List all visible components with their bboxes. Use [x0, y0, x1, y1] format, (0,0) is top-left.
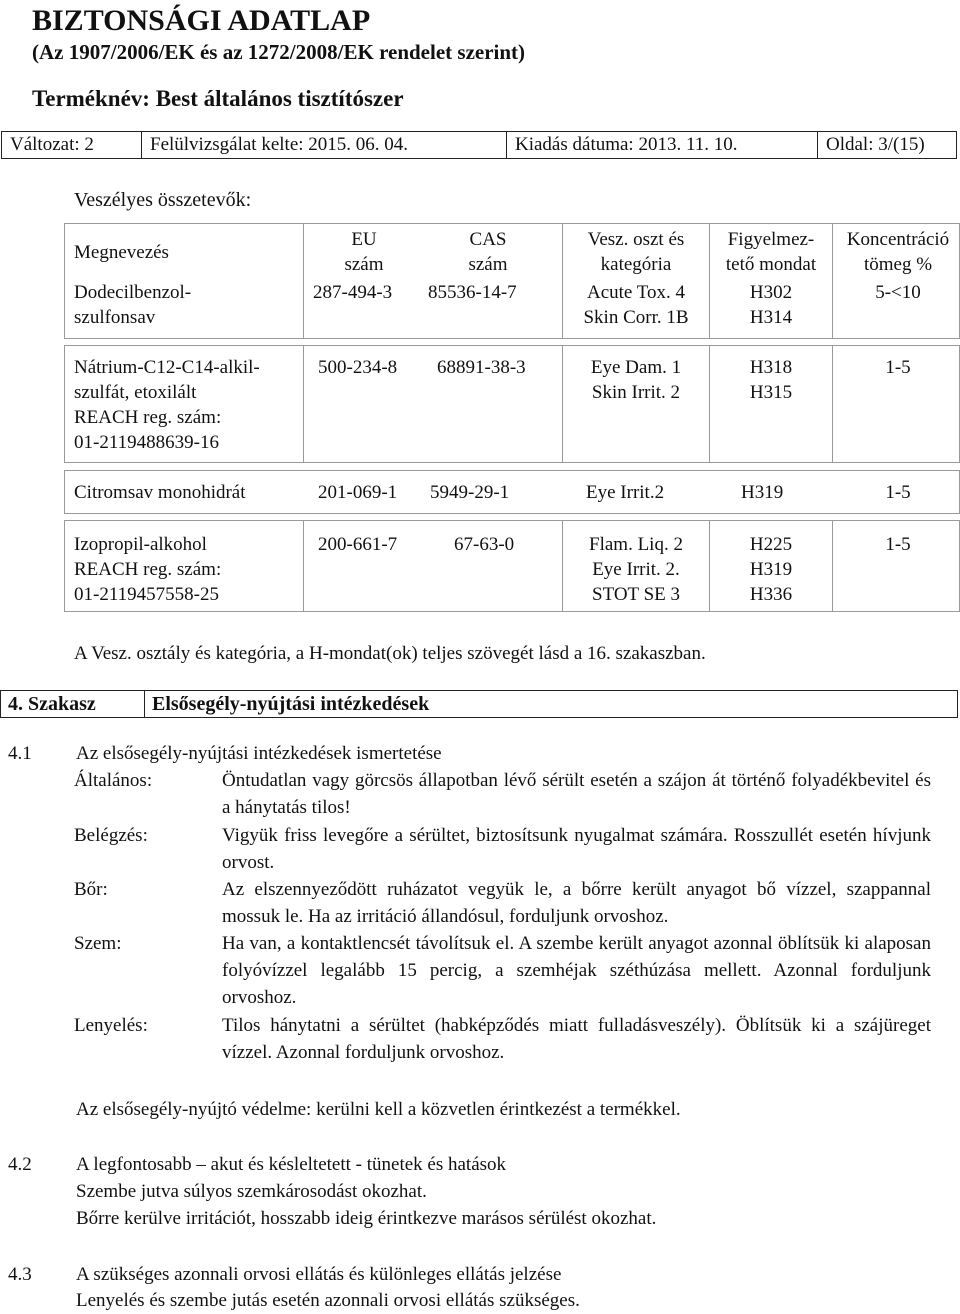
page-number: Oldal: 3/(15) [826, 134, 925, 155]
ingredient-name: Citromsav monohidrát [74, 482, 246, 503]
ingredient-class: Eye Irrit.2 [586, 482, 665, 503]
ingredient-concentration: 5-<10 [875, 282, 921, 303]
ingredient-cas-number: 67-63-0 [454, 534, 515, 555]
col-header-class: Vesz. oszt és kategória [587, 229, 685, 275]
ingredient-eu-number: 200-661-7 [318, 534, 398, 555]
first-aid-text: Ha van, a kontaktlencsét távolítsuk el. A szembe került anyagot azonnal öblítsük ki alaposan folyóvízzel legalább 15 percig, a szemhéjak széthúzása mellett. Azonnal forduljunk orvoshoz. [222, 933, 931, 1008]
col-header-name: Megnevezés [74, 242, 169, 263]
col-header-eu: EU szám [344, 229, 384, 275]
classification-note: A Vesz. osztály és kategória, a H-mondat(ok) teljes szövegét lásd a 16. szakaszban. [74, 643, 706, 664]
revision-date: Felülvizsgálat kelte: 2015. 06. 04. [142, 132, 507, 158]
section-title: Elsősegély-nyújtási intézkedések [152, 693, 430, 715]
document-info-bar [1, 131, 957, 159]
subsection-title: Az elsősegély-nyújtási intézkedések ismertetése [76, 743, 442, 764]
ingredient-h-statements: H302 H314 [749, 282, 793, 328]
first-aid-text: Öntudatlan vagy görcsös állapotban lévő sérült esetén a szájon át történő folyadékbevitel és a hánytatás tilos! [222, 770, 931, 818]
ingredient-h-statements: H225 H319 H336 [749, 534, 793, 605]
document-title: BIZTONSÁGI ADATLAP [32, 4, 371, 37]
ingredients-heading: Veszélyes összetevők: [74, 189, 252, 211]
first-aid-label: Általános: [74, 770, 153, 791]
first-aid-text: Tilos hánytatni a sérültet (habképződés miatt fulladásveszély). Öblítsük ki a szájüreget vízzel. Azonnal forduljunk orvoshoz. [222, 1015, 931, 1063]
document-subtitle: (Az 1907/2006/EK és az 1272/2008/EK rendelet szerint) [32, 40, 526, 64]
first-aid-label: Lenyelés: [74, 1015, 148, 1036]
ingredient-concentration: 1-5 [885, 534, 911, 555]
ingredient-concentration: 1-5 [885, 482, 911, 503]
first-aid-text: Vigyük friss levegőre a sérültet, biztosítsunk nyugalmat számára. Rosszullét esetén hívjunk orvost. [222, 825, 931, 873]
ingredient-cas-number: 68891-38-3 [437, 357, 526, 378]
col-header-concentration: Koncentráció tömeg % [846, 229, 950, 275]
first-aid-text: Az elszennyeződött ruházatot vegyük le, a bőrre került anyagot bő vízzel, szappannal mossuk le. Ha az irritáció állandósul, forduljunk orvoshoz. [222, 879, 931, 927]
issue-date: Kiadás dátuma: 2013. 11. 10. [507, 132, 818, 158]
section-number: 4. Szakasz [1, 691, 145, 717]
ingredient-eu-number: 287-494-3 [313, 282, 393, 303]
ingredient-name: Nátrium-C12-C14-alkil- szulfát, etoxilált REACH reg. szám: 01-2119488639-16 [74, 357, 260, 453]
product-name: Terméknév: Best általános tisztítószer [32, 86, 404, 111]
subsection-number: 4.1 [8, 743, 32, 764]
ingredient-class: Flam. Liq. 2 Eye Irrit. 2. STOT SE 3 [589, 534, 683, 605]
ingredient-h-statements: H318 H315 [749, 357, 793, 403]
ingredient-class: Eye Dam. 1 Skin Irrit. 2 [590, 357, 682, 403]
ingredient-cas-number: 5949-29-1 [430, 482, 510, 503]
ingredient-class: Acute Tox. 4 Skin Corr. 1B [583, 282, 689, 328]
first-aid-label: Szem: [74, 933, 122, 954]
medical-care-text: Lenyelés és szembe jutás esetén azonnali orvosi ellátás szükséges. [76, 1290, 580, 1311]
ingredient-eu-number: 201-069-1 [318, 482, 398, 503]
subsection-title: A szükséges azonnali orvosi ellátás és különleges ellátás jelzése [76, 1264, 562, 1285]
ingredient-concentration: 1-5 [885, 357, 911, 378]
col-header-cas: CAS szám [468, 229, 508, 275]
ingredient-h-statements: H319 [741, 482, 784, 503]
symptom-text: Bőrre kerülve irritációt, hosszabb ideig érintkezve marásos sérülést okozhat. [76, 1208, 657, 1229]
first-aid-label: Belégzés: [74, 825, 148, 846]
subsection-number: 4.2 [8, 1154, 32, 1175]
version: Változat: 2 [2, 132, 142, 158]
first-aid-label: Bőr: [74, 879, 108, 900]
ingredient-cas-number: 85536-14-7 [428, 282, 517, 303]
section-4-header [0, 690, 958, 718]
ingredient-eu-number: 500-234-8 [318, 357, 398, 378]
col-header-hazard: Figyelmez- tető mondat [725, 229, 817, 275]
ingredient-name: Izopropil-alkohol REACH reg. szám: 01-2119457558-25 [74, 534, 222, 605]
subsection-title: A legfontosabb – akut és késleltetett - tünetek és hatások [76, 1154, 507, 1175]
ingredient-name: Dodecilbenzol- szulfonsav [74, 282, 192, 328]
first-aider-protection: Az elsősegély-nyújtó védelme: kerülni kell a közvetlen érintkezést a termékkel. [76, 1099, 681, 1120]
symptom-text: Szembe jutva súlyos szemkárosodást okozhat. [76, 1181, 427, 1202]
subsection-number: 4.3 [8, 1264, 32, 1285]
